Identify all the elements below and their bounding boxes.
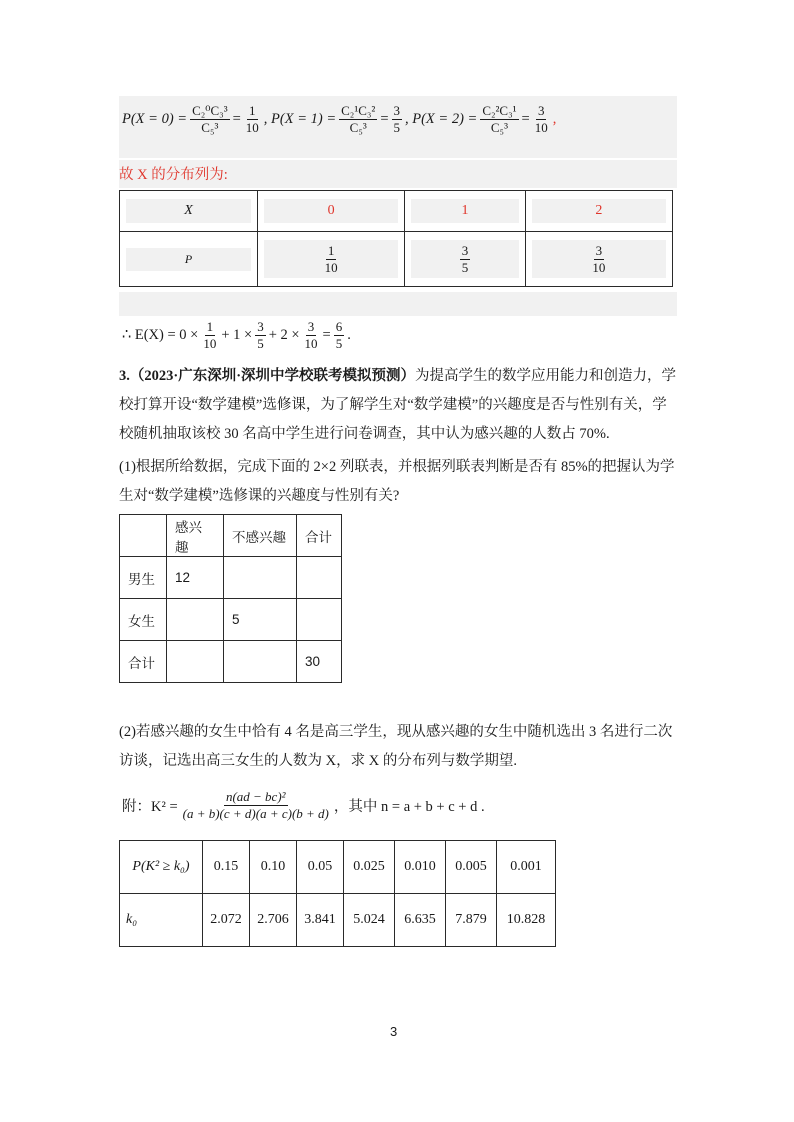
p-value-1: $\frac{3}{5}$ <box>461 242 469 275</box>
question-2: (2)若感兴趣的女生中恰有 4 名是高三学生，现从感兴趣的女生中随机选出 3 名进行二次访谈，记选出高三女生的人数为 X，求 X 的分布列与数学期望. <box>119 724 673 769</box>
p1-value: $\frac{3}{5}$ <box>393 103 400 135</box>
p2-comb-frac: $\frac{\text{C₂²C₃¹}}{\text{C₅³}}$ <box>482 103 517 135</box>
row-label-p: P(K² ≥ k₀) <box>120 841 203 894</box>
p1-comb-frac: $\frac{\text{C₂¹C₃²}}{\text{C₅³}}$ <box>341 103 376 135</box>
p2-lhs: , P(X = 2) = <box>405 110 478 127</box>
x-value-1: 1 <box>411 199 519 223</box>
row-label-k: k₀ <box>120 894 203 947</box>
x-value-0: 0 <box>264 199 398 223</box>
p-label: P <box>126 248 251 271</box>
table-row: 合计 30 <box>120 641 342 683</box>
table-row: 女生 5 <box>120 599 342 641</box>
p0-comb-frac: $\frac{\text{C₂⁰C₃³}}{\text{C₅³}}$ <box>192 103 228 135</box>
header-not-interested: 不感兴趣 <box>224 515 297 557</box>
header-total: 合计 <box>297 515 342 557</box>
expectation-formula: ∴ E(X) = 0 × $\frac{1}{10}$ + 1 × $\frac{3}{5}$ + 2 × $\frac{3}{10}$ = $\frac{6}{5}$ . <box>122 319 351 351</box>
p1-lhs: , P(X = 1) = <box>263 110 337 127</box>
chi-square-formula: 附：K² = $\frac{\text{n(ad − bc)²}}{(a + b)(c + d)(a + c)(b + d)}$ ，其中 n = a + b + c + d . <box>122 789 485 821</box>
x-label: X <box>126 199 251 223</box>
p0-lhs: P(X = 0) = <box>122 110 188 127</box>
contingency-table <box>119 514 342 683</box>
problem-3 <box>119 362 681 449</box>
problem-3-label: 3.（2023·广东深圳·深圳中学校联考模拟预测） <box>119 368 416 384</box>
p-value-0: $\frac{1}{10}$ <box>324 242 338 275</box>
p0-value: $\frac{1}{10}$ <box>245 103 259 135</box>
problem-3-text: 为提高学生的数学应用能力和创造力，学校打算开设“数学建模”选修课，为了解学生对“数学建模”的兴趣度是否与性别有关，学校随机抽取该校 30 名高中学生进行问卷调查，其中认为感兴趣的人数占 70%. <box>119 368 677 442</box>
critical-value-table: P(K² ≥ k₀) 0.15 0.10 0.05 0.025 0.010 0.005 0.001 k₀ 2.072 2.706 3.841 5.024 6.635 7.879 10.828 <box>119 840 556 947</box>
distribution-table <box>119 190 673 287</box>
question-1: (1)根据所给数据，完成下面的 2×2 列联表，并根据列联表判断是否有 85%的把握认为学生对“数学建模”选修课的兴趣度与性别有关? <box>119 459 675 504</box>
x-value-2: 2 <box>532 199 666 223</box>
table-row: 男生 12 <box>120 557 342 599</box>
distribution-heading: 故 X 的分布列为: <box>119 167 228 183</box>
header-interested: 感兴趣 <box>167 515 224 557</box>
probability-formula: P(X = 0) = $\frac{\text{C₂⁰C₃³}}{\text{C₅³}}$ = $\frac{1}{10}$ , P(X = 1) = $\frac{\text{C₂¹C₃²}}{\text{C₅³}}$ = $\frac{3}{5}$ , P(X = 2) = $\frac{\text{C₂²C₃¹}}{\text{C₅³}}$ = $\frac{3}{10}$ , <box>122 103 557 135</box>
gap-shade <box>119 292 677 316</box>
p-value-2: $\frac{3}{10}$ <box>592 242 606 275</box>
p2-value: $\frac{3}{10}$ <box>534 103 548 135</box>
page-number: 3 <box>390 1024 398 1039</box>
